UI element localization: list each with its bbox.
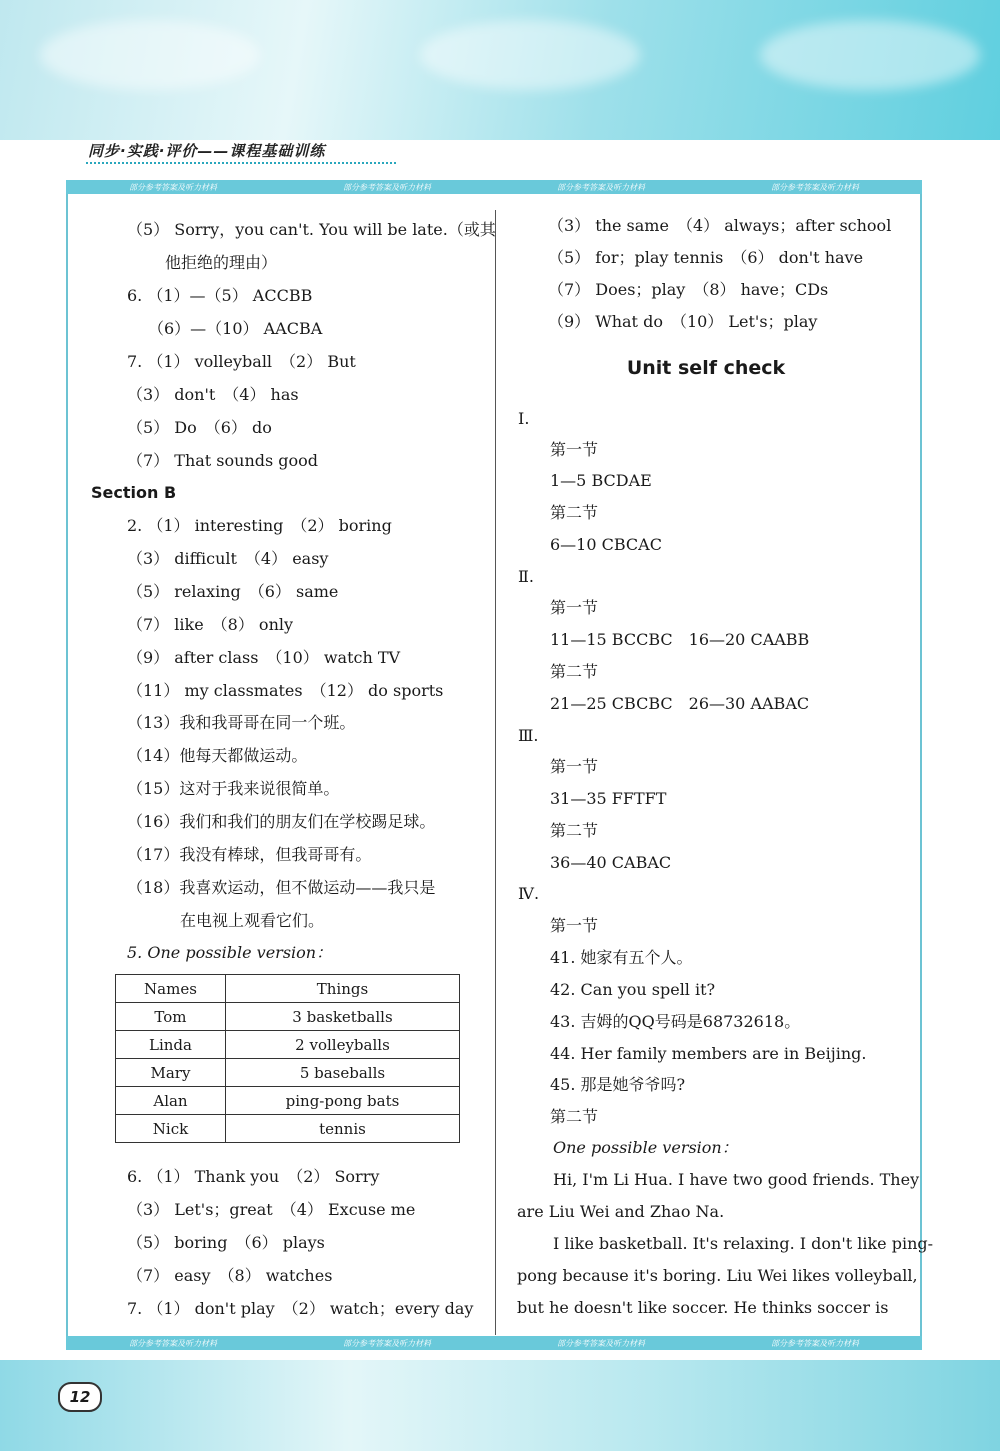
left-line: 在电视上观看它们。 [180, 911, 325, 930]
left-line: 6. （1）—（5） ACCBB [127, 286, 313, 305]
strip-text: 部分参考答案及听力材料 [771, 1338, 859, 1348]
left-line: 7. （1） volleyball （2） But [127, 352, 356, 371]
table-header-row [116, 975, 460, 1003]
table-cell: 5 baseballs [225, 1059, 459, 1087]
left-line: （14）他每天都做运动。 [127, 746, 308, 765]
header-banner [0, 0, 1000, 140]
strip-text: 部分参考答案及听力材料 [129, 182, 217, 192]
right-line: 6—10 CBCAC [550, 535, 662, 554]
right-line: 41. 她家有五个人。 [550, 948, 693, 967]
right-line: 43. 吉姆的QQ号码是68732618。 [550, 1012, 801, 1031]
table-cell: 3 basketballs [225, 1003, 459, 1031]
strip-text: 部分参考答案及听力材料 [129, 1338, 217, 1348]
left-line: （5） relaxing （6） same [127, 582, 339, 601]
column-divider [495, 210, 496, 1335]
left-line: （5） Do （6） do [127, 418, 272, 437]
table-row [116, 1059, 460, 1087]
table-header-cell: Names [116, 975, 226, 1003]
table-row [116, 1031, 460, 1059]
left-line: （3） difficult （4） easy [127, 549, 329, 568]
right-line: are Liu Wei and Zhao Na. [517, 1202, 725, 1221]
names-things-table [115, 974, 460, 1143]
left-line: 2. （1） interesting （2） boring [127, 516, 392, 535]
right-line: 第二节 [550, 503, 599, 522]
right-line: （7） Does；play （8） have；CDs [548, 280, 829, 299]
banner-decoration [420, 20, 640, 90]
table-row [116, 1115, 460, 1143]
table-cell: Tom [116, 1003, 226, 1031]
strip-text: 部分参考答案及听力材料 [343, 182, 431, 192]
section-heading: Section B [91, 483, 177, 502]
right-line: 第二节 [550, 821, 599, 840]
version-label: One possible version： [553, 1138, 738, 1157]
right-line: 31—35 FFTFT [550, 789, 667, 808]
unit-title: Unit self check [626, 357, 786, 379]
right-line: 21—25 CBCBC 26—30 AABAC [550, 694, 810, 713]
banner-decoration [40, 20, 260, 90]
left-line: （6）—（10） AACBA [148, 319, 323, 338]
left-line: （15）这对于我来说很简单。 [127, 779, 340, 798]
right-line: Ⅲ. [518, 726, 539, 745]
version-label: 5. One possible version： [127, 943, 333, 962]
left-line: （5） Sorry，you can't. You will be late.（或其 [127, 220, 496, 239]
left-line: （7） easy （8） watches [127, 1266, 333, 1285]
series-title: 同步·实践·评价——课程基础训练 [88, 142, 326, 160]
left-line: （11） my classmates （12） do sports [127, 681, 444, 700]
left-line: （18）我喜欢运动，但不做运动——我只是 [127, 878, 436, 897]
right-line: I like basketball. It's relaxing. I don't like ping- [553, 1234, 934, 1253]
right-line: 45. 那是她爷爷吗? [550, 1075, 686, 1094]
left-line: （7） like （8） only [127, 615, 294, 634]
left-line: （13）我和我哥哥在同一个班。 [127, 713, 356, 732]
left-line: 7. （1） don't play （2） watch；every day [127, 1299, 474, 1318]
right-line: 第一节 [550, 916, 599, 935]
table-cell: Nick [116, 1115, 226, 1143]
right-line: 11—15 BCCBC 16—20 CAABB [550, 630, 810, 649]
left-line: 他拒绝的理由） [165, 253, 278, 272]
table-cell: ping-pong bats [225, 1087, 459, 1115]
strip-text: 部分参考答案及听力材料 [557, 1338, 645, 1348]
left-line: 6. （1） Thank you （2） Sorry [127, 1167, 380, 1186]
series-underline [86, 162, 396, 166]
strip-text: 部分参考答案及听力材料 [557, 182, 645, 192]
table-cell: 2 volleyballs [225, 1031, 459, 1059]
right-line: 1—5 BCDAE [550, 471, 652, 490]
strip-text: 部分参考答案及听力材料 [771, 182, 859, 192]
left-line: （16）我们和我们的朋友们在学校踢足球。 [127, 812, 436, 831]
bottom-strip [66, 1336, 922, 1350]
right-line: （5） for；play tennis （6） don't have [548, 248, 864, 267]
left-line: （9） after class （10） watch TV [127, 648, 401, 667]
left-line: （17）我没有棒球，但我哥哥有。 [127, 845, 372, 864]
table-header-cell: Things [225, 975, 459, 1003]
right-line: 第一节 [550, 440, 599, 459]
banner-decoration [760, 20, 980, 90]
table-row [116, 1003, 460, 1031]
left-line: （3） don't （4） has [127, 385, 299, 404]
right-line: 36—40 CABAC [550, 853, 672, 872]
right-line: Ⅳ. [518, 884, 540, 903]
table-cell: Mary [116, 1059, 226, 1087]
table-row [116, 1087, 460, 1115]
right-line: Ⅰ. [518, 409, 530, 428]
strip-text: 部分参考答案及听力材料 [343, 1338, 431, 1348]
right-line: 42. Can you spell it? [550, 980, 716, 999]
table-cell: Alan [116, 1087, 226, 1115]
right-line: Ⅱ. [518, 567, 534, 586]
right-line: （3） the same （4） always；after school [548, 216, 892, 235]
left-line: （3） Let's；great （4） Excuse me [127, 1200, 416, 1219]
right-line: 第一节 [550, 757, 599, 776]
right-line: 第二节 [550, 1107, 599, 1126]
right-line: but he doesn't like soccer. He thinks soccer is [517, 1298, 889, 1317]
table-cell: Linda [116, 1031, 226, 1059]
left-line: （7） That sounds good [127, 451, 319, 470]
top-strip [66, 180, 922, 194]
right-line: Hi, I'm Li Hua. I have two good friends. They [553, 1170, 920, 1189]
right-line: pong because it's boring. Liu Wei likes volleyball, [517, 1266, 918, 1285]
footer-banner [0, 1360, 1000, 1451]
left-line: （5） boring （6） plays [127, 1233, 325, 1252]
right-line: 第二节 [550, 662, 599, 681]
right-line: （9） What do （10） Let's；play [548, 312, 818, 331]
table-cell: tennis [225, 1115, 459, 1143]
right-line: 第一节 [550, 598, 599, 617]
right-line: 44. Her family members are in Beijing. [550, 1044, 867, 1063]
page-number: 12 [58, 1382, 102, 1412]
